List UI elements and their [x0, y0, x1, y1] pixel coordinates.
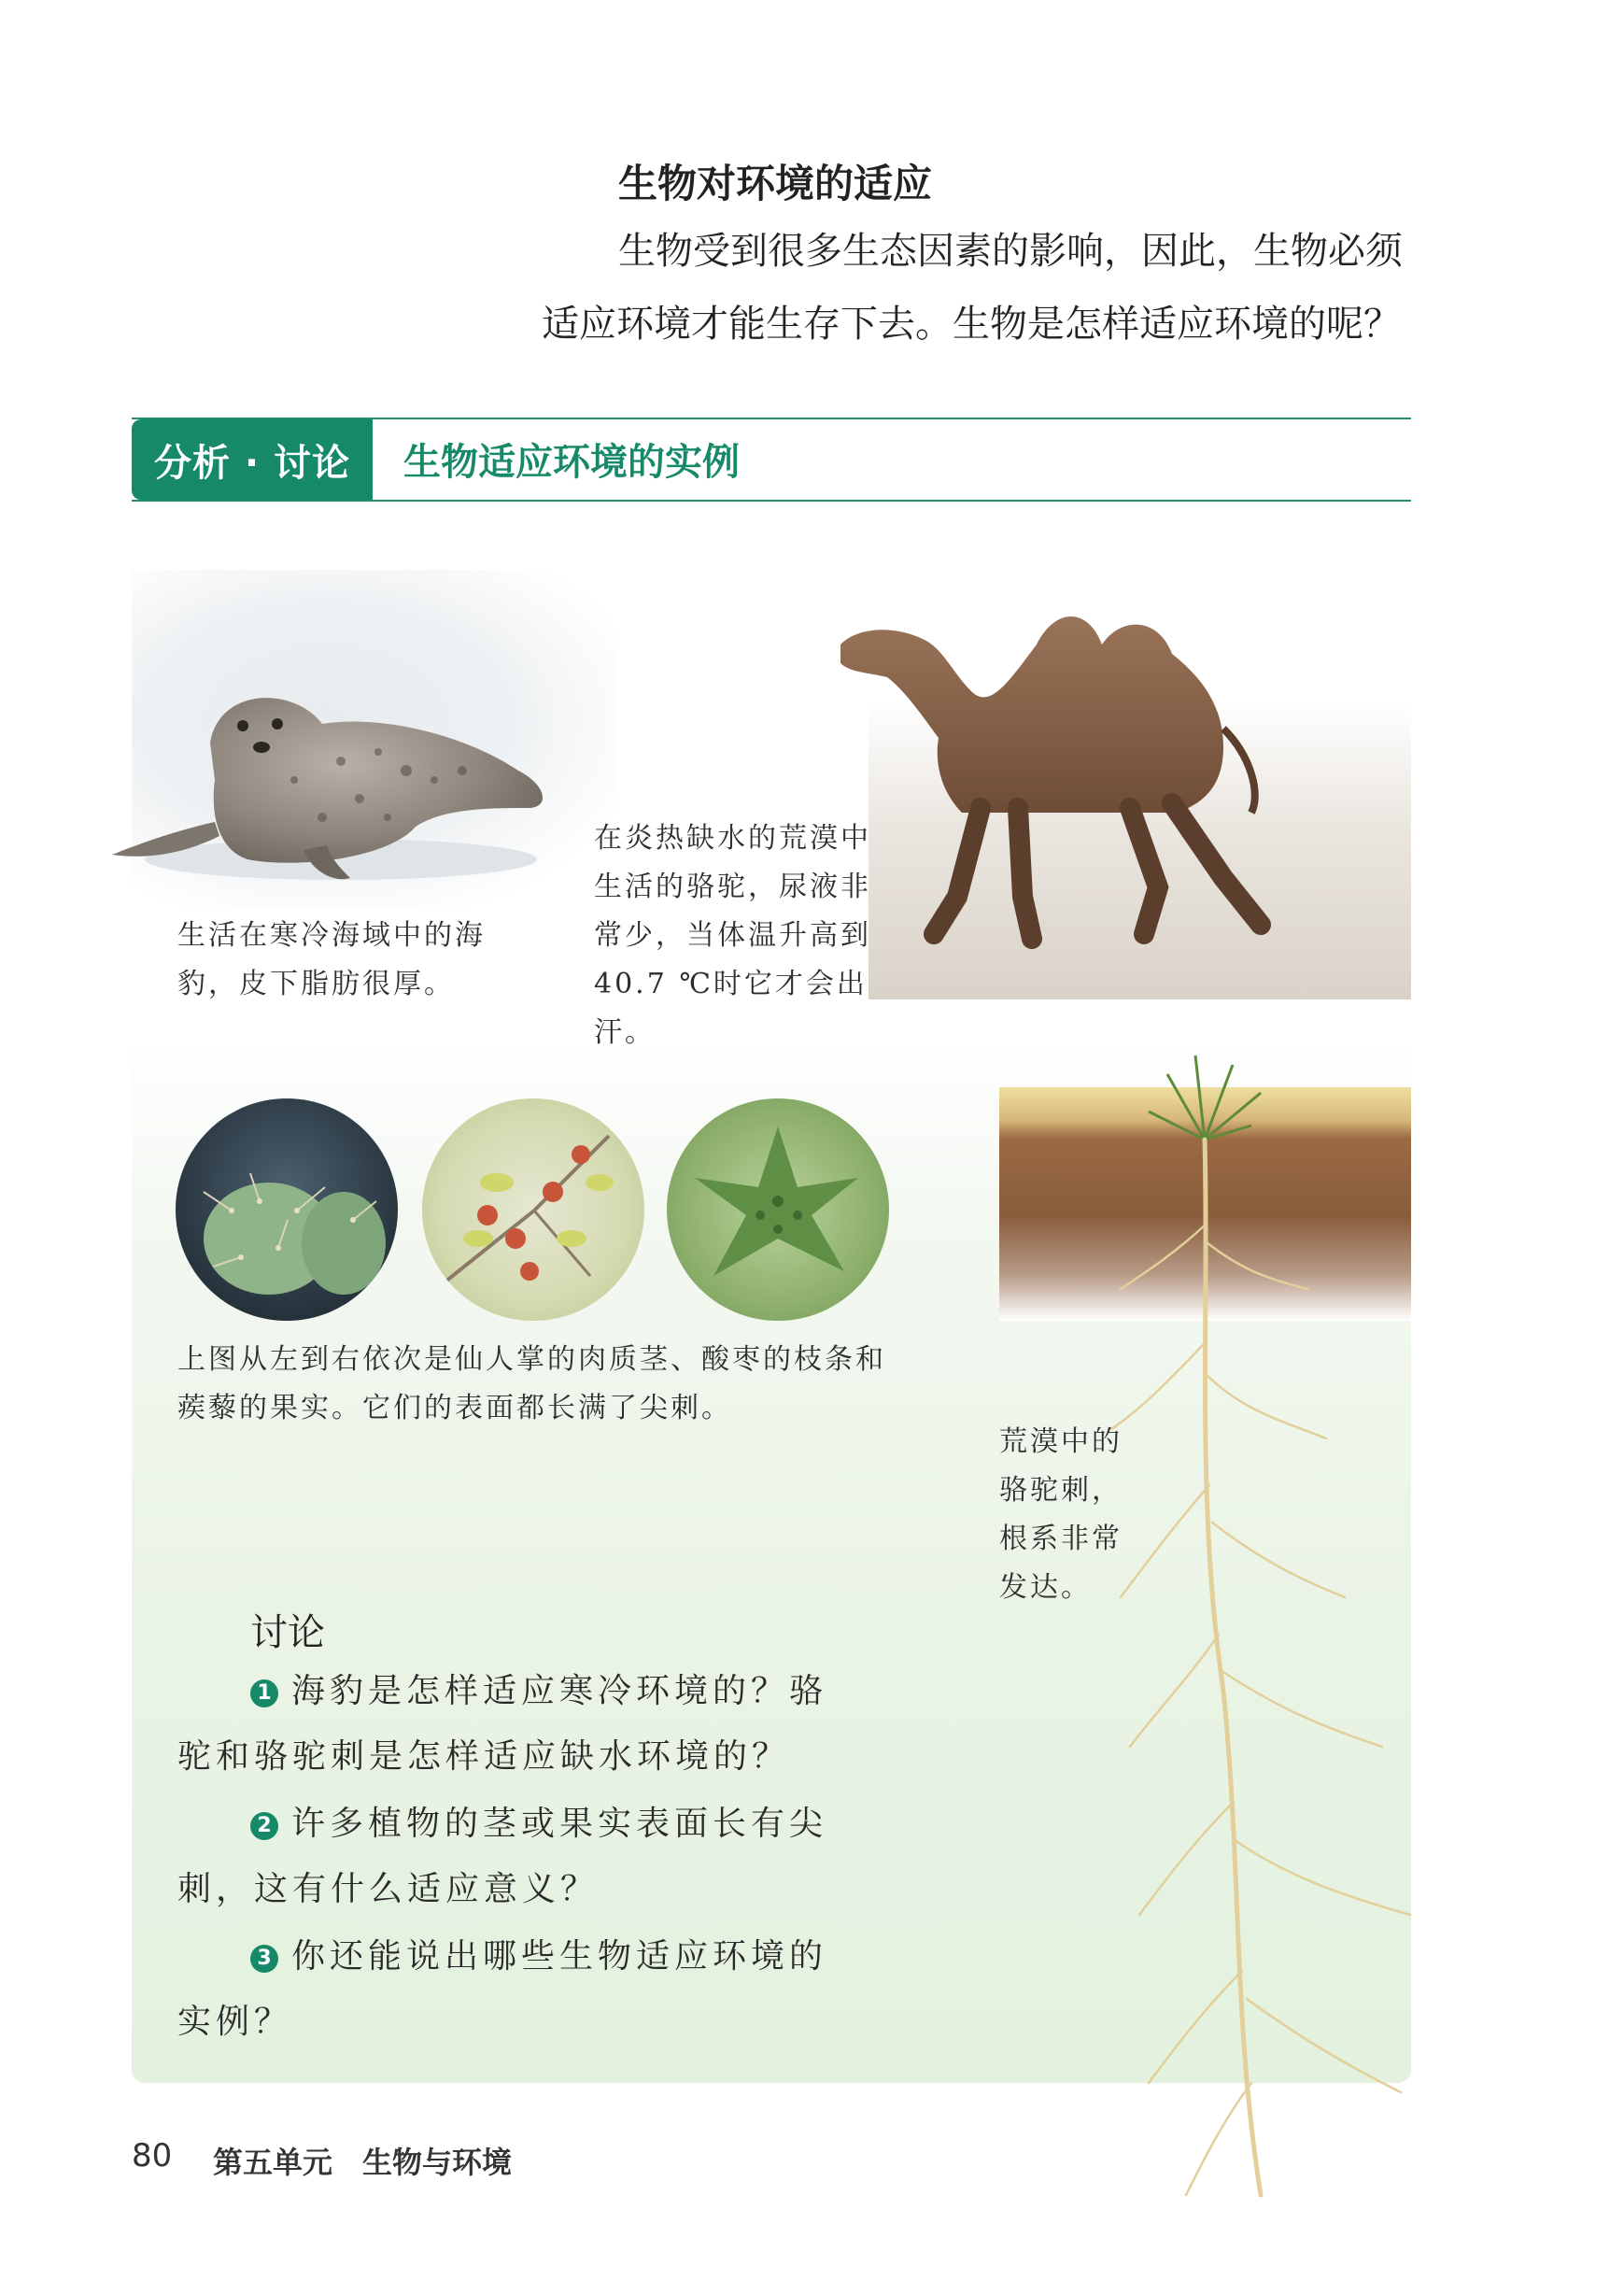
seal-caption-line: 生活在寒冷海域中的海	[177, 919, 486, 952]
discussion-heading: 讨论	[250, 1611, 325, 1654]
thorn-caption-line: 蒺藜的果实。它们的表面都长满了尖刺。	[177, 1392, 732, 1424]
question-number-badge: 1	[250, 1679, 278, 1707]
question-text: 海豹是怎样适应寒冷环境的？骆	[291, 1672, 828, 1710]
jujube-branch-photo	[422, 1098, 644, 1321]
camel-caption-line: 40.7 ℃时它才会出汗。	[594, 968, 868, 1049]
caltrop-icon	[667, 1098, 889, 1321]
root-caption	[999, 1418, 1139, 1612]
root-caption-line: 发达。	[999, 1571, 1092, 1604]
seal-caption	[177, 912, 532, 1009]
discussion-question-2	[177, 1792, 887, 1922]
intro-paragraph	[542, 215, 1419, 361]
cactus-photo	[176, 1098, 398, 1321]
unit-title: 第五单元 生物与环境	[213, 2145, 513, 2180]
question-text: 你还能说出哪些生物适应环境的	[291, 1937, 828, 1976]
activity-title: 生物适应环境的实例	[403, 441, 740, 484]
camel-illustration	[822, 588, 1401, 962]
question-text: 许多植物的茎或果实表面长有尖	[291, 1805, 828, 1843]
root-caption-line: 根系非常	[999, 1523, 1123, 1555]
camel-caption	[594, 815, 893, 1057]
activity-tag: 分析 · 讨论	[132, 419, 373, 500]
root-caption-line: 骆驼刺，	[999, 1474, 1123, 1507]
page-number: 80	[132, 2137, 173, 2175]
jujube-icon	[422, 1098, 644, 1321]
question-text: 实例？	[177, 2003, 293, 2041]
camelthorn-root-illustration	[1102, 1037, 1513, 2214]
question-text: 驼和骆驼刺是怎样适应缺水环境的？	[177, 1737, 791, 1776]
cactus-icon	[176, 1098, 398, 1321]
root-caption-line: 荒漠中的	[999, 1425, 1123, 1458]
camel-caption-line: 常少，当体温升高到	[594, 919, 871, 952]
question-number-badge: 3	[250, 1945, 278, 1973]
caltrop-fruit-photo	[667, 1098, 889, 1321]
discussion-question-1	[177, 1659, 887, 1790]
intro-line-1: 生物受到很多生态因素的影响，因此，生物必须	[618, 230, 1403, 273]
seal-illustration	[107, 668, 556, 901]
thorn-caption-line: 上图从左到右依次是仙人掌的肉质茎、酸枣的枝条和	[177, 1343, 886, 1376]
camel-caption-line: 生活的骆驼，尿液非	[594, 871, 871, 903]
question-number-badge: 2	[250, 1812, 278, 1840]
thorn-caption	[177, 1336, 906, 1433]
camel-caption-line: 在炎热缺水的荒漠中	[594, 822, 871, 855]
banner-bottom-rule	[132, 500, 1411, 502]
seal-caption-line: 豹，皮下脂肪很厚。	[177, 968, 455, 1000]
intro-line-2: 适应环境才能生存下去。生物是怎样适应环境的呢？	[542, 303, 1401, 346]
section-title: 生物对环境的适应	[618, 161, 933, 206]
discussion-question-3	[177, 1924, 887, 2055]
question-text: 刺，这有什么适应意义？	[177, 1870, 600, 1908]
